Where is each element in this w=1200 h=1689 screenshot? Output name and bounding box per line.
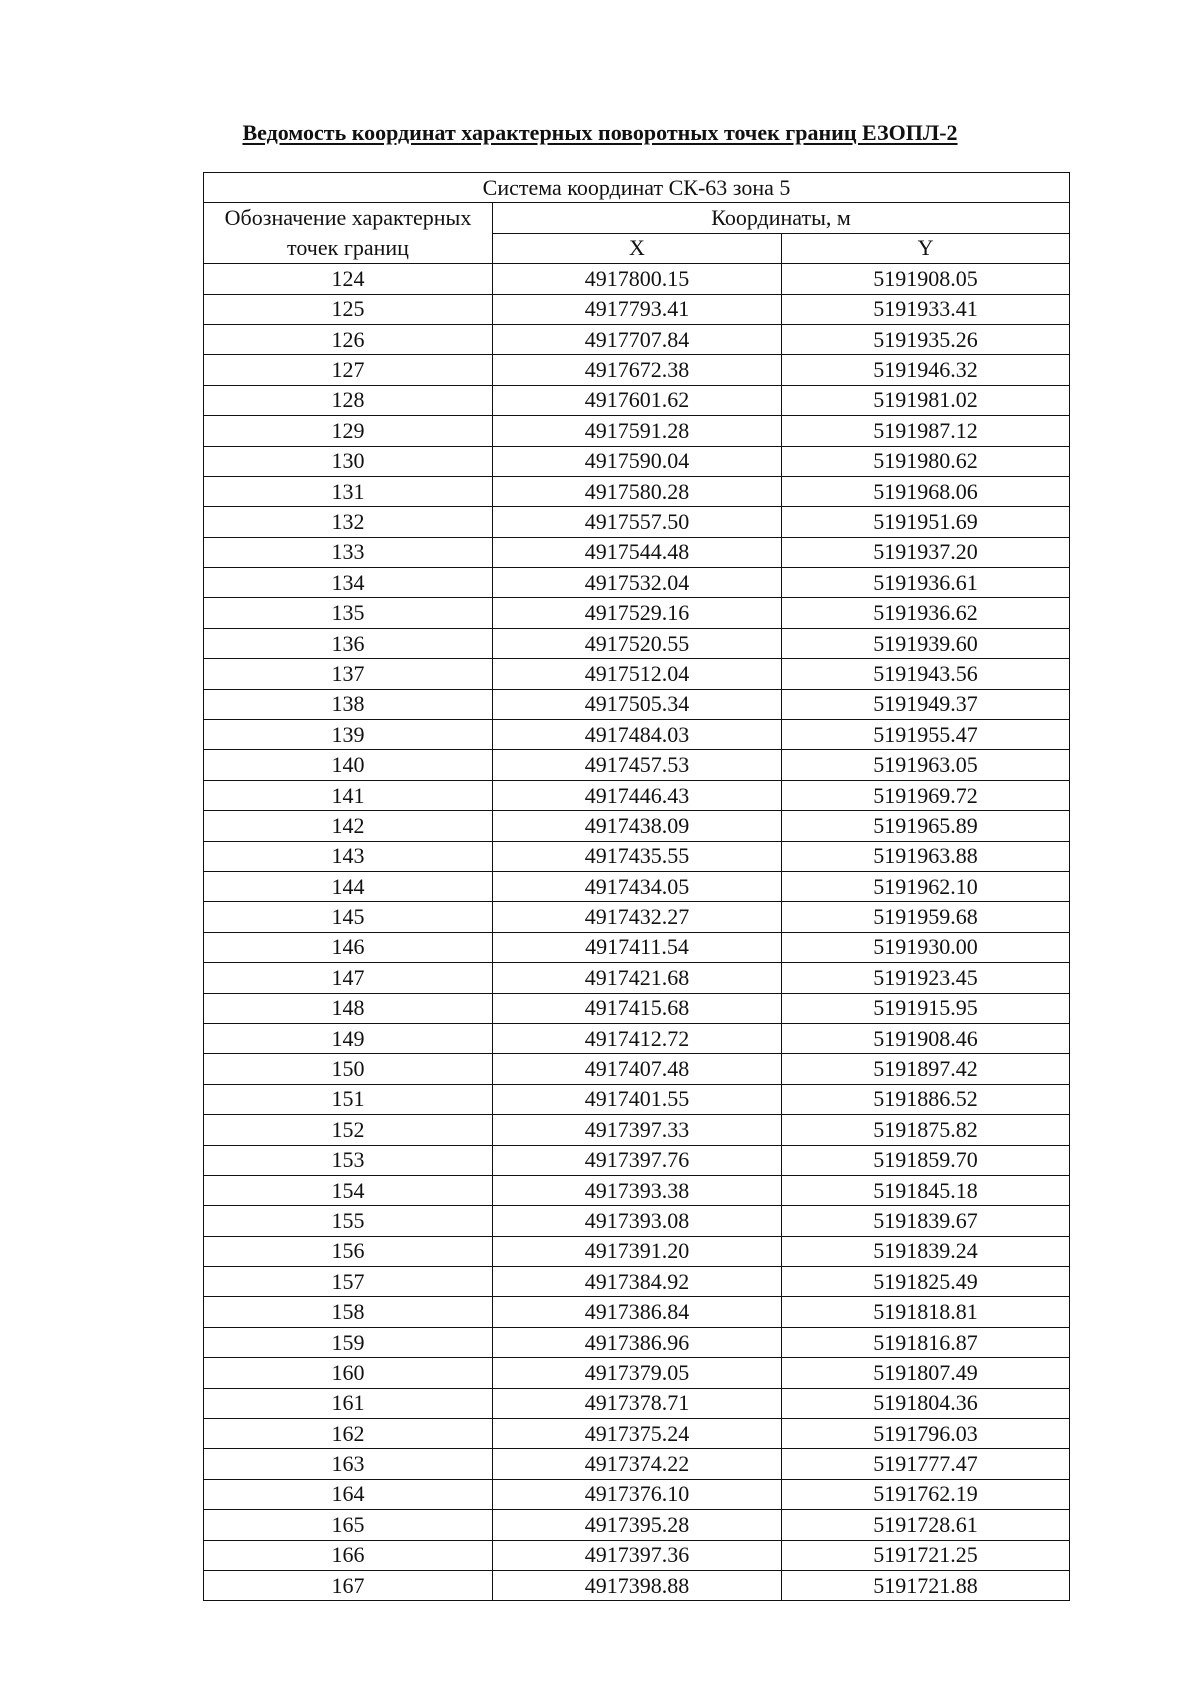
header-row-coords bbox=[204, 203, 1070, 233]
x-coordinate-cell: 4917421.68 bbox=[493, 963, 782, 993]
table-row bbox=[204, 1115, 1070, 1145]
y-coordinate-cell: 5191968.06 bbox=[782, 476, 1070, 506]
x-header: X bbox=[493, 233, 782, 263]
table-row bbox=[204, 1479, 1070, 1509]
point-cell: 162 bbox=[204, 1419, 493, 1449]
y-coordinate-cell: 5191762.19 bbox=[782, 1479, 1070, 1509]
x-coordinate-cell: 4917793.41 bbox=[493, 294, 782, 324]
point-cell: 155 bbox=[204, 1206, 493, 1236]
table-row bbox=[204, 1145, 1070, 1175]
table-row bbox=[204, 659, 1070, 689]
point-cell: 150 bbox=[204, 1054, 493, 1084]
y-header: Y bbox=[782, 233, 1070, 263]
table-row bbox=[204, 689, 1070, 719]
point-cell: 143 bbox=[204, 841, 493, 871]
x-coordinate-cell: 4917386.84 bbox=[493, 1297, 782, 1327]
point-cell: 138 bbox=[204, 689, 493, 719]
x-coordinate-cell: 4917707.84 bbox=[493, 324, 782, 354]
x-coordinate-cell: 4917800.15 bbox=[493, 264, 782, 294]
table-row bbox=[204, 568, 1070, 598]
table-body bbox=[204, 264, 1070, 1601]
y-coordinate-cell: 5191959.68 bbox=[782, 902, 1070, 932]
table-row bbox=[204, 1510, 1070, 1540]
y-coordinate-cell: 5191933.41 bbox=[782, 294, 1070, 324]
point-cell: 140 bbox=[204, 750, 493, 780]
x-coordinate-cell: 4917438.09 bbox=[493, 811, 782, 841]
x-coordinate-cell: 4917411.54 bbox=[493, 932, 782, 962]
header-row-system bbox=[204, 173, 1070, 203]
y-coordinate-cell: 5191897.42 bbox=[782, 1054, 1070, 1084]
x-coordinate-cell: 4917386.96 bbox=[493, 1327, 782, 1357]
point-cell: 159 bbox=[204, 1327, 493, 1357]
table-row bbox=[204, 932, 1070, 962]
table-row bbox=[204, 1175, 1070, 1205]
point-cell: 151 bbox=[204, 1084, 493, 1114]
x-coordinate-cell: 4917397.33 bbox=[493, 1115, 782, 1145]
y-coordinate-cell: 5191935.26 bbox=[782, 324, 1070, 354]
y-coordinate-cell: 5191936.61 bbox=[782, 568, 1070, 598]
table-header bbox=[204, 173, 1070, 264]
point-cell: 131 bbox=[204, 476, 493, 506]
table-row bbox=[204, 1570, 1070, 1600]
y-coordinate-cell: 5191825.49 bbox=[782, 1267, 1070, 1297]
x-coordinate-cell: 4917484.03 bbox=[493, 720, 782, 750]
y-coordinate-cell: 5191936.62 bbox=[782, 598, 1070, 628]
point-cell: 126 bbox=[204, 324, 493, 354]
x-coordinate-cell: 4917393.38 bbox=[493, 1175, 782, 1205]
point-cell: 167 bbox=[204, 1570, 493, 1600]
point-cell: 154 bbox=[204, 1175, 493, 1205]
y-coordinate-cell: 5191930.00 bbox=[782, 932, 1070, 962]
point-cell: 142 bbox=[204, 811, 493, 841]
point-cell: 148 bbox=[204, 993, 493, 1023]
y-coordinate-cell: 5191721.88 bbox=[782, 1570, 1070, 1600]
x-coordinate-cell: 4917401.55 bbox=[493, 1084, 782, 1114]
point-cell: 125 bbox=[204, 294, 493, 324]
table-row bbox=[204, 780, 1070, 810]
y-coordinate-cell: 5191839.67 bbox=[782, 1206, 1070, 1236]
point-cell: 135 bbox=[204, 598, 493, 628]
table-row bbox=[204, 993, 1070, 1023]
x-coordinate-cell: 4917520.55 bbox=[493, 628, 782, 658]
y-coordinate-cell: 5191951.69 bbox=[782, 507, 1070, 537]
table-row bbox=[204, 1023, 1070, 1053]
table-row bbox=[204, 598, 1070, 628]
y-coordinate-cell: 5191963.88 bbox=[782, 841, 1070, 871]
y-coordinate-cell: 5191796.03 bbox=[782, 1419, 1070, 1449]
table-row bbox=[204, 294, 1070, 324]
table-row bbox=[204, 841, 1070, 871]
table-row bbox=[204, 1206, 1070, 1236]
point-cell: 156 bbox=[204, 1236, 493, 1266]
y-coordinate-cell: 5191980.62 bbox=[782, 446, 1070, 476]
y-coordinate-cell: 5191963.05 bbox=[782, 750, 1070, 780]
table-row bbox=[204, 1540, 1070, 1570]
y-coordinate-cell: 5191969.72 bbox=[782, 780, 1070, 810]
y-coordinate-cell: 5191845.18 bbox=[782, 1175, 1070, 1205]
table-row bbox=[204, 1084, 1070, 1114]
point-cell: 128 bbox=[204, 385, 493, 415]
x-coordinate-cell: 4917379.05 bbox=[493, 1358, 782, 1388]
table-row bbox=[204, 1327, 1070, 1357]
point-cell: 134 bbox=[204, 568, 493, 598]
coordinates-table bbox=[203, 172, 1070, 1601]
y-coordinate-cell: 5191875.82 bbox=[782, 1115, 1070, 1145]
y-coordinate-cell: 5191807.49 bbox=[782, 1358, 1070, 1388]
point-cell: 137 bbox=[204, 659, 493, 689]
x-coordinate-cell: 4917393.08 bbox=[493, 1206, 782, 1236]
x-coordinate-cell: 4917601.62 bbox=[493, 385, 782, 415]
table-row bbox=[204, 1388, 1070, 1418]
point-cell: 146 bbox=[204, 932, 493, 962]
table-row bbox=[204, 750, 1070, 780]
y-coordinate-cell: 5191962.10 bbox=[782, 871, 1070, 901]
x-coordinate-cell: 4917434.05 bbox=[493, 871, 782, 901]
y-coordinate-cell: 5191987.12 bbox=[782, 416, 1070, 446]
x-coordinate-cell: 4917432.27 bbox=[493, 902, 782, 932]
point-cell: 130 bbox=[204, 446, 493, 476]
point-cell: 147 bbox=[204, 963, 493, 993]
x-coordinate-cell: 4917446.43 bbox=[493, 780, 782, 810]
table-row bbox=[204, 507, 1070, 537]
table-row bbox=[204, 1267, 1070, 1297]
point-cell: 163 bbox=[204, 1449, 493, 1479]
point-cell: 166 bbox=[204, 1540, 493, 1570]
x-coordinate-cell: 4917457.53 bbox=[493, 750, 782, 780]
table-row bbox=[204, 324, 1070, 354]
y-coordinate-cell: 5191915.95 bbox=[782, 993, 1070, 1023]
y-coordinate-cell: 5191949.37 bbox=[782, 689, 1070, 719]
point-cell: 144 bbox=[204, 871, 493, 901]
y-coordinate-cell: 5191777.47 bbox=[782, 1449, 1070, 1479]
y-coordinate-cell: 5191955.47 bbox=[782, 720, 1070, 750]
y-coordinate-cell: 5191839.24 bbox=[782, 1236, 1070, 1266]
x-coordinate-cell: 4917580.28 bbox=[493, 476, 782, 506]
point-cell: 165 bbox=[204, 1510, 493, 1540]
y-coordinate-cell: 5191943.56 bbox=[782, 659, 1070, 689]
x-coordinate-cell: 4917557.50 bbox=[493, 507, 782, 537]
x-coordinate-cell: 4917435.55 bbox=[493, 841, 782, 871]
x-coordinate-cell: 4917532.04 bbox=[493, 568, 782, 598]
x-coordinate-cell: 4917407.48 bbox=[493, 1054, 782, 1084]
table-row bbox=[204, 1236, 1070, 1266]
table-row bbox=[204, 1419, 1070, 1449]
x-coordinate-cell: 4917415.68 bbox=[493, 993, 782, 1023]
x-coordinate-cell: 4917378.71 bbox=[493, 1388, 782, 1418]
table-row bbox=[204, 811, 1070, 841]
point-cell: 164 bbox=[204, 1479, 493, 1509]
y-coordinate-cell: 5191859.70 bbox=[782, 1145, 1070, 1175]
header-row-axes bbox=[204, 233, 1070, 263]
table-row bbox=[204, 355, 1070, 385]
x-coordinate-cell: 4917384.92 bbox=[493, 1267, 782, 1297]
point-cell: 161 bbox=[204, 1388, 493, 1418]
x-coordinate-cell: 4917544.48 bbox=[493, 537, 782, 567]
table-row bbox=[204, 902, 1070, 932]
table-row bbox=[204, 385, 1070, 415]
x-coordinate-cell: 4917398.88 bbox=[493, 1570, 782, 1600]
point-cell: 133 bbox=[204, 537, 493, 567]
point-cell: 124 bbox=[204, 264, 493, 294]
x-coordinate-cell: 4917529.16 bbox=[493, 598, 782, 628]
table-row bbox=[204, 446, 1070, 476]
table-row bbox=[204, 416, 1070, 446]
point-cell: 152 bbox=[204, 1115, 493, 1145]
point-cell: 132 bbox=[204, 507, 493, 537]
table-row bbox=[204, 537, 1070, 567]
point-cell: 160 bbox=[204, 1358, 493, 1388]
y-coordinate-cell: 5191965.89 bbox=[782, 811, 1070, 841]
point-cell: 157 bbox=[204, 1267, 493, 1297]
y-coordinate-cell: 5191908.46 bbox=[782, 1023, 1070, 1053]
y-coordinate-cell: 5191721.25 bbox=[782, 1540, 1070, 1570]
table-row bbox=[204, 1358, 1070, 1388]
point-cell: 141 bbox=[204, 780, 493, 810]
point-cell: 127 bbox=[204, 355, 493, 385]
x-coordinate-cell: 4917591.28 bbox=[493, 416, 782, 446]
x-coordinate-cell: 4917412.72 bbox=[493, 1023, 782, 1053]
y-coordinate-cell: 5191816.87 bbox=[782, 1327, 1070, 1357]
x-coordinate-cell: 4917672.38 bbox=[493, 355, 782, 385]
table-row bbox=[204, 1297, 1070, 1327]
point-header-line2: точек границ bbox=[204, 233, 493, 263]
x-coordinate-cell: 4917512.04 bbox=[493, 659, 782, 689]
x-coordinate-cell: 4917395.28 bbox=[493, 1510, 782, 1540]
x-coordinate-cell: 4917397.36 bbox=[493, 1540, 782, 1570]
point-cell: 149 bbox=[204, 1023, 493, 1053]
y-coordinate-cell: 5191939.60 bbox=[782, 628, 1070, 658]
document-title: Ведомость координат характерных поворотных точек границ ЕЗОПЛ-2 bbox=[242, 120, 958, 145]
y-coordinate-cell: 5191946.32 bbox=[782, 355, 1070, 385]
coordinate-system-header: Система координат СК-63 зона 5 bbox=[204, 173, 1070, 203]
table-row bbox=[204, 628, 1070, 658]
table-row bbox=[204, 1054, 1070, 1084]
x-coordinate-cell: 4917590.04 bbox=[493, 446, 782, 476]
y-coordinate-cell: 5191923.45 bbox=[782, 963, 1070, 993]
table-row bbox=[204, 871, 1070, 901]
x-coordinate-cell: 4917397.76 bbox=[493, 1145, 782, 1175]
table-row bbox=[204, 963, 1070, 993]
y-coordinate-cell: 5191728.61 bbox=[782, 1510, 1070, 1540]
table-row bbox=[204, 1449, 1070, 1479]
y-coordinate-cell: 5191818.81 bbox=[782, 1297, 1070, 1327]
point-cell: 153 bbox=[204, 1145, 493, 1175]
x-coordinate-cell: 4917391.20 bbox=[493, 1236, 782, 1266]
point-cell: 158 bbox=[204, 1297, 493, 1327]
y-coordinate-cell: 5191886.52 bbox=[782, 1084, 1070, 1114]
table-row bbox=[204, 264, 1070, 294]
point-header-line1: Обозначение характерных bbox=[204, 203, 493, 233]
point-cell: 136 bbox=[204, 628, 493, 658]
point-cell: 145 bbox=[204, 902, 493, 932]
y-coordinate-cell: 5191908.05 bbox=[782, 264, 1070, 294]
table-row bbox=[204, 720, 1070, 750]
x-coordinate-cell: 4917374.22 bbox=[493, 1449, 782, 1479]
x-coordinate-cell: 4917375.24 bbox=[493, 1419, 782, 1449]
y-coordinate-cell: 5191981.02 bbox=[782, 385, 1070, 415]
point-cell: 139 bbox=[204, 720, 493, 750]
y-coordinate-cell: 5191937.20 bbox=[782, 537, 1070, 567]
coordinates-header: Координаты, м bbox=[493, 203, 1070, 233]
x-coordinate-cell: 4917505.34 bbox=[493, 689, 782, 719]
table-row bbox=[204, 476, 1070, 506]
x-coordinate-cell: 4917376.10 bbox=[493, 1479, 782, 1509]
point-cell: 129 bbox=[204, 416, 493, 446]
y-coordinate-cell: 5191804.36 bbox=[782, 1388, 1070, 1418]
